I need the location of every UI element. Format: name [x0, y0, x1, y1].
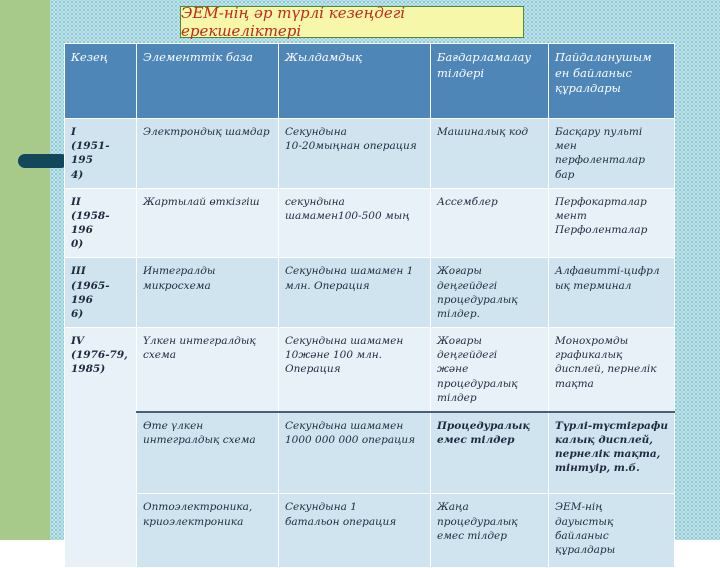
io-cell: Перфокарталар мент Перфолентала​р: [549, 188, 675, 258]
speed-cell: Секундына 10-20мыңнан операция: [279, 119, 431, 189]
table-header-row: [65, 44, 675, 119]
lang-cell: Машиналық код: [431, 119, 549, 189]
base-cell: Электрондық шамдар: [137, 119, 279, 189]
lang-cell: Ассемблер: [431, 188, 549, 258]
slide-title: ЭЕМ-нің әр түрлі кезеңдегі ерекшеліктері: [180, 6, 524, 38]
table-row: [65, 119, 675, 189]
speed-cell: Секундына 1 батальон операция: [279, 494, 431, 568]
header-programming-languages: Бағдарламалау тілдері: [431, 44, 549, 119]
base-cell: Интегралды микросхема: [137, 258, 279, 328]
io-cell: Басқару пульті мен перфоленталар бар: [549, 119, 675, 189]
stage-cell: I (1951-195 4): [65, 119, 137, 189]
stage-cell: II (1958-196 0): [65, 188, 137, 258]
header-speed: Жылдамдық: [279, 44, 431, 119]
lang-cell: Жаңа процедуралық емес тілдер: [431, 494, 549, 568]
table-subrow: [65, 494, 675, 568]
speed-cell: Секундына шамамен 1000 000 000 операция: [279, 412, 431, 494]
io-cell: ЭЕМ-нің дауыстық байланыс құралдары: [549, 494, 675, 568]
io-cell: Түрлі-түстіграфи калық дисплей, пернелік тақта, тінтуір, т.б.: [549, 412, 675, 494]
base-cell: Оптоэлектроника, криоэлектроника: [137, 494, 279, 568]
io-cell: Алфавитті-цифрл ық терминал: [549, 258, 675, 328]
table-subrow: [65, 412, 675, 494]
io-cell: Монохромды графикалық дисплей, пернелік тақта: [549, 328, 675, 412]
header-user-interface: Пайдаланушым ен байланыс құралдары: [549, 44, 675, 119]
decorative-bar: [18, 154, 68, 168]
table-row: [65, 328, 675, 412]
speed-cell: Секундына шамамен 1 млн. Операция: [279, 258, 431, 328]
base-cell: Жартылай өткізгіш: [137, 188, 279, 258]
base-cell: Үлкен интегралдық схема: [137, 328, 279, 412]
table-row: [65, 188, 675, 258]
table-row: [65, 258, 675, 328]
lang-cell: Жоғары деңгейдегі процедуралық тілдер.: [431, 258, 549, 328]
speed-cell: секундына шамамен100-500 мың: [279, 188, 431, 258]
lang-cell: Жоғары деңгейдегі және процедуралық тілдер: [431, 328, 549, 412]
stage-cell: IV (1976-79, 1985): [65, 328, 137, 568]
speed-cell: Секундына шамамен 10және 100 млн. Операция: [279, 328, 431, 412]
computer-generations-table: [64, 43, 675, 568]
lang-cell: Процедуралық емес тілдер: [431, 412, 549, 494]
base-cell: Өте үлкен интегралдық схема: [137, 412, 279, 494]
left-decorative-strip: [0, 0, 50, 540]
stage-cell: III (1965-196 6): [65, 258, 137, 328]
header-stage: Кезең: [65, 44, 137, 119]
header-element-base: Элементтік база: [137, 44, 279, 119]
